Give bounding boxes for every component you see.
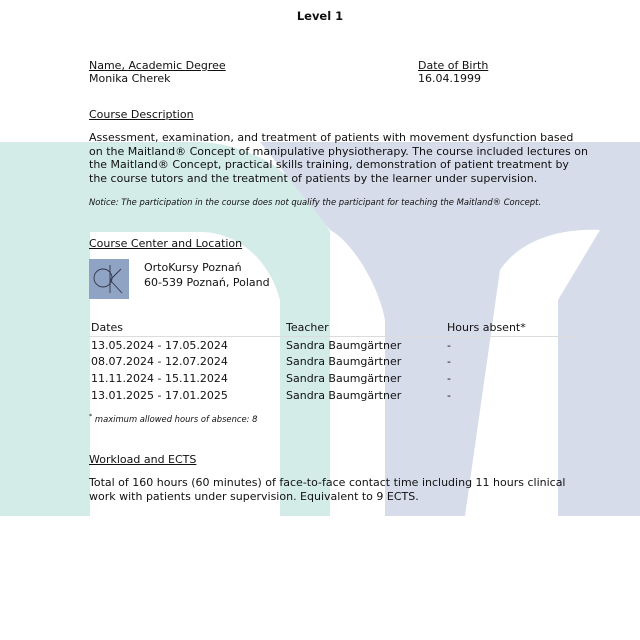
table-row [89, 387, 577, 404]
footnote-mark: * [89, 412, 93, 420]
row-teacher: Sandra Baumgärtner [286, 355, 402, 369]
row-teacher: Sandra Baumgärtner [286, 372, 402, 386]
level-title: Level 1 [296, 9, 344, 23]
table-row [89, 354, 577, 371]
row-teacher: Sandra Baumgärtner [286, 389, 402, 403]
dob-label: Date of Birth [418, 59, 489, 72]
teacher-header: Teacher [284, 319, 445, 336]
workload-heading: Workload and ECTS [89, 453, 197, 466]
row-dates: 08.07.2024 - 12.07.2024 [91, 355, 228, 369]
absence-footnote [89, 412, 257, 424]
location-heading: Course Center and Location [89, 237, 243, 250]
dates-header: Dates [89, 319, 284, 336]
hours-absent-header: Hours absent* [445, 319, 577, 336]
row-teacher: Sandra Baumgärtner [286, 338, 402, 352]
footnote-text: maximum allowed hours of absence: 8 [94, 413, 258, 424]
schedule-table [89, 319, 577, 404]
location-address: 60-539 Poznań, Poland [144, 276, 270, 289]
course-description-text: Assessment, examination, and treatment of patients with movement dysfunction based on the Maitland® Concept of manipulative physiotherapy. The course included lectures on the Maitland® Concept, practical skills training, demonstration of patient treatment by the course tutors and the treatment of patients by the learner under supervision. [89, 131, 588, 185]
row-absent: - [447, 389, 451, 403]
location-block [144, 260, 270, 290]
name-label: Name, Academic Degree [89, 59, 226, 72]
table-row [89, 336, 577, 353]
row-dates: 13.01.2025 - 17.01.2025 [91, 389, 228, 403]
workload-text: Total of 160 hours (60 minutes) of face-to-face contact time including 11 hours clinical work with patients under supervision. Equivalent to 9 ECTS. [89, 476, 566, 503]
row-absent: - [447, 372, 451, 386]
row-dates: 11.11.2024 - 15.11.2024 [91, 372, 228, 386]
dob-value: 16.04.1999 [418, 72, 481, 85]
location-name: OrtoKursy Poznań [144, 261, 242, 274]
table-row [89, 370, 577, 387]
ok-monogram-logo-icon [89, 259, 129, 299]
row-absent: - [447, 338, 451, 352]
table-header-row [89, 319, 577, 336]
row-dates: 13.05.2024 - 17.05.2024 [91, 338, 228, 352]
row-absent: - [447, 355, 451, 369]
course-notice: Notice: The participation in the course does not qualify the participant for teaching the Maitland® Concept. [89, 197, 542, 207]
person-name: Monika Cherek [89, 72, 171, 85]
course-description-heading: Course Description [89, 108, 194, 121]
